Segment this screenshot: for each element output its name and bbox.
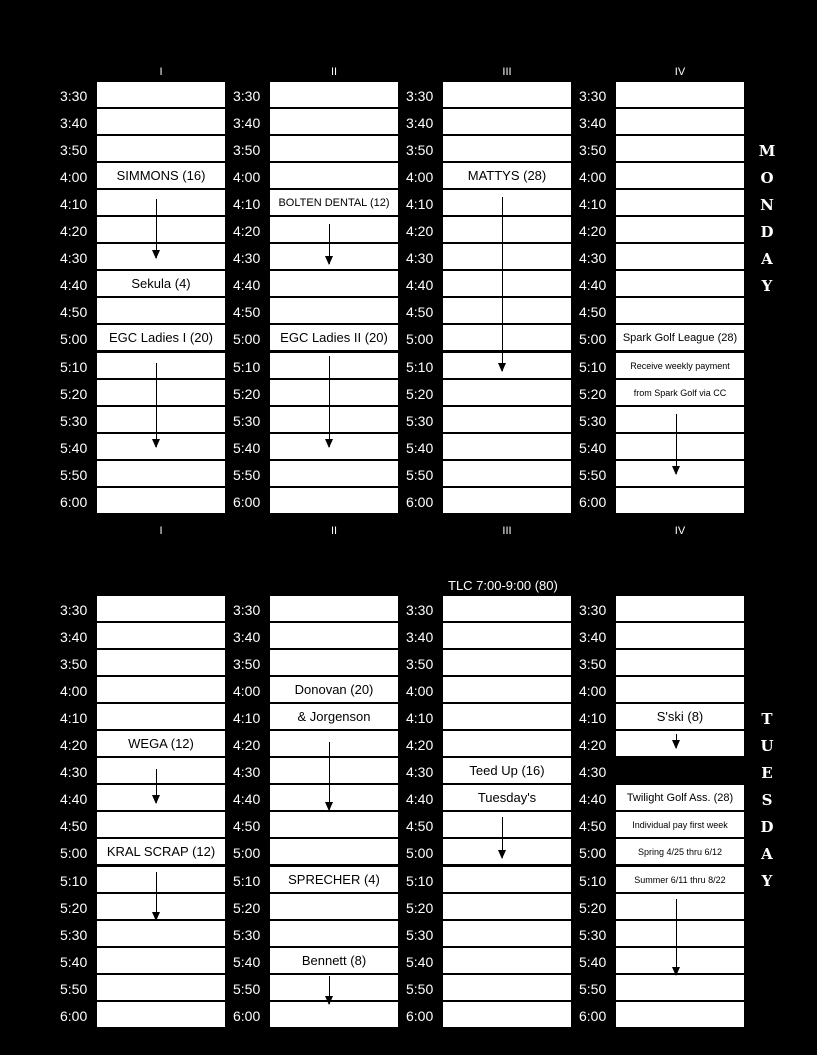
tuesday-time-label: 4:50 [60,818,88,835]
monday-time-label: 5:30 [579,412,607,429]
tuesday-duration-arrow [156,872,157,920]
monday-day-letter: Y [761,277,773,295]
tuesday-time-label: 6:00 [233,1007,261,1024]
monday-slot-cell[interactable] [616,82,744,107]
monday-slot-cell[interactable] [270,488,398,513]
tuesday-time-label: 5:30 [579,926,607,943]
tuesday-time-label: 4:30 [233,764,261,781]
monday-slot-cell[interactable] [97,461,225,486]
tuesday-booking-entry: Bennett (8) [301,952,367,968]
monday-slot-cell[interactable] [443,217,571,242]
tuesday-time-label: 4:40 [579,791,607,808]
tuesday-time-label: 5:10 [579,872,607,889]
monday-booking-entry: Sekula (4) [131,276,191,292]
monday-time-label: 3:30 [579,88,607,104]
monday-slot-cell[interactable] [97,353,225,378]
tuesday-slot-cell[interactable] [97,867,225,892]
tuesday-time-label: 4:10 [60,710,88,727]
tuesday-slot-cell[interactable] [443,812,571,837]
tuesday-slot-cell[interactable] [443,839,571,864]
tuesday-time-label: 5:20 [233,899,261,916]
monday-day-letter: O [760,169,774,187]
monday-slot-cell[interactable] [270,380,398,405]
monday-time-label: 4:10 [233,196,261,213]
tuesday-slot-cell[interactable] [443,921,571,946]
tuesday-slot-cell[interactable] [270,812,398,837]
tuesday-slot-cell[interactable] [443,704,571,729]
tuesday-slot-cell[interactable] [616,677,744,702]
monday-time-label: 4:20 [406,223,434,240]
monday-time-label: 5:50 [60,466,88,483]
tuesday-slot-cell[interactable] [270,839,398,864]
tuesday-slot-cell[interactable] [443,975,571,1000]
tuesday-booking-entry: Summer 6/11 thru 8/22 [634,874,726,885]
monday-time-label: 4:30 [233,250,261,267]
monday-time-label: 5:10 [60,358,88,375]
monday-time-label: 4:30 [60,250,88,267]
monday-time-label: 3:40 [579,115,607,132]
tuesday-time-label: 3:40 [406,629,434,646]
monday-slot-cell[interactable] [270,82,398,107]
monday-slot-cell[interactable] [270,217,398,242]
tuesday-time-label: 5:00 [60,845,88,862]
tuesday-slot-cell[interactable] [443,867,571,892]
monday-day-letter: M [758,142,776,160]
monday-slot-cell[interactable] [270,461,398,486]
monday-slot-cell[interactable] [616,461,744,486]
monday-booking-entry: SIMMONS (16) [116,168,206,184]
monday-time-label: 4:20 [579,223,607,240]
tuesday-column-header: III [502,525,512,537]
tuesday-time-label: 6:00 [406,1007,434,1024]
monday-slot-cell[interactable] [97,380,225,405]
monday-time-label: 4:50 [406,304,434,321]
monday-slot-cell[interactable] [270,109,398,134]
monday-time-label: 4:30 [406,250,434,267]
tuesday-duration-arrow [676,899,677,975]
tuesday-time-label: 5:00 [233,845,261,862]
monday-slot-cell[interactable] [616,109,744,134]
monday-duration-arrow [156,363,157,447]
tuesday-time-label: 4:50 [233,818,261,835]
monday-time-label: 5:30 [60,412,88,429]
tuesday-duration-arrow [329,976,330,1004]
tuesday-time-label: 5:50 [579,980,607,997]
monday-time-label: 5:40 [233,439,261,456]
tuesday-time-label: 5:20 [60,899,88,916]
tuesday-time-label: 5:50 [60,980,88,997]
monday-time-label: 6:00 [579,493,607,510]
monday-time-label: 5:10 [406,358,434,375]
tlc-note: TLC 7:00-9:00 (80) [448,578,558,593]
tuesday-slot-cell[interactable] [443,731,571,756]
tuesday-time-label: 4:00 [579,683,607,700]
monday-booking-entry: EGC Ladies I (20) [108,330,214,346]
monday-day-letter: A [761,250,773,268]
monday-booking-entry: BOLTEN DENTAL (12) [278,197,390,210]
tuesday-time-label: 3:40 [60,629,88,646]
tuesday-booking-entry: Individual pay first week [632,820,728,831]
tuesday-slot-cell[interactable] [270,731,398,756]
tuesday-time-label: 3:30 [579,602,607,618]
tuesday-time-label: 4:00 [406,683,434,700]
monday-column-header: III [502,66,512,78]
tuesday-day-letter: U [760,737,774,755]
tuesday-slot-cell[interactable] [616,758,744,783]
tuesday-booking-entry: Donovan (20) [294,682,374,698]
monday-booking-entry: MATTYS (28) [467,168,547,184]
tuesday-slot-cell[interactable] [97,921,225,946]
tuesday-time-label: 5:10 [233,872,261,889]
tuesday-slot-cell[interactable] [270,623,398,648]
tuesday-slot-cell[interactable] [97,948,225,973]
tuesday-time-label: 5:10 [60,872,88,889]
tuesday-time-label: 5:30 [233,926,261,943]
monday-time-label: 6:00 [233,493,261,510]
tuesday-slot-cell[interactable] [97,623,225,648]
monday-time-label: 4:50 [233,304,261,321]
monday-slot-cell[interactable] [616,244,744,269]
monday-slot-cell[interactable] [97,109,225,134]
monday-slot-cell[interactable] [270,163,398,188]
monday-time-label: 5:40 [406,439,434,456]
monday-column-header: IV [674,66,686,78]
monday-slot-cell[interactable] [270,407,398,432]
monday-slot-cell[interactable] [270,136,398,161]
monday-time-label: 4:00 [579,169,607,186]
monday-slot-cell[interactable] [616,136,744,161]
monday-time-label: 4:20 [60,223,88,240]
monday-time-label: 3:50 [579,142,607,159]
tuesday-booking-entry: & Jorgenson [297,709,371,725]
monday-slot-cell[interactable] [270,298,398,323]
monday-slot-cell[interactable] [97,190,225,215]
monday-time-label: 5:50 [233,466,261,483]
monday-slot-cell[interactable] [97,82,225,107]
tuesday-time-label: 4:00 [233,683,261,700]
monday-time-label: 4:30 [579,250,607,267]
tuesday-time-label: 3:30 [233,602,261,618]
tuesday-booking-entry: S'ski (8) [656,709,704,725]
tuesday-booking-entry: Twilight Golf Ass. (28) [626,792,734,805]
tuesday-slot-cell[interactable] [616,975,744,1000]
tuesday-slot-cell[interactable] [443,623,571,648]
monday-booking-entry: EGC Ladies II (20) [280,330,388,346]
monday-time-label: 3:30 [233,88,261,104]
tuesday-time-label: 4:50 [579,818,607,835]
tuesday-time-label: 4:10 [579,710,607,727]
tuesday-day-letter: E [761,764,773,782]
tuesday-slot-cell[interactable] [97,596,225,621]
monday-slot-cell[interactable] [97,434,225,459]
tuesday-time-label: 4:40 [406,791,434,808]
monday-time-label: 4:50 [579,304,607,321]
tuesday-time-label: 5:50 [233,980,261,997]
tuesday-duration-arrow [676,734,677,748]
monday-slot-cell[interactable] [443,325,571,350]
tuesday-slot-cell[interactable] [97,758,225,783]
monday-time-label: 5:30 [406,412,434,429]
monday-slot-cell[interactable] [616,271,744,296]
monday-time-label: 4:40 [233,277,261,294]
monday-slot-cell[interactable] [270,353,398,378]
monday-time-label: 5:50 [406,466,434,483]
tuesday-time-label: 4:30 [406,764,434,781]
tuesday-booking-entry: Teed Up (16) [469,763,545,779]
tuesday-column-header: IV [674,525,686,537]
monday-slot-cell[interactable] [443,109,571,134]
tuesday-booking-entry: KRAL SCRAP (12) [106,844,216,860]
tuesday-time-label: 4:00 [60,683,88,700]
tuesday-duration-arrow [502,817,503,858]
monday-slot-cell[interactable] [443,434,571,459]
tuesday-slot-cell[interactable] [443,894,571,919]
tuesday-slot-cell[interactable] [270,596,398,621]
monday-time-label: 4:50 [60,304,88,321]
monday-time-label: 4:20 [233,223,261,240]
tuesday-day-letter: T [761,710,773,728]
monday-slot-cell[interactable] [443,407,571,432]
monday-slot-cell[interactable] [443,190,571,215]
monday-slot-cell[interactable] [97,488,225,513]
tuesday-time-label: 5:10 [406,872,434,889]
tuesday-time-label: 4:40 [60,791,88,808]
monday-slot-cell[interactable] [443,244,571,269]
monday-time-label: 5:30 [233,412,261,429]
tuesday-time-label: 4:20 [406,737,434,754]
tuesday-day-letter: A [761,845,773,863]
tuesday-slot-cell[interactable] [270,1002,398,1027]
monday-booking-entry: Receive weekly payment [630,360,730,371]
tuesday-slot-cell[interactable] [616,948,744,973]
tuesday-slot-cell[interactable] [97,650,225,675]
monday-time-label: 5:00 [406,331,434,348]
monday-time-label: 3:30 [60,88,88,104]
tuesday-time-label: 4:20 [233,737,261,754]
tuesday-slot-cell[interactable] [270,894,398,919]
monday-time-label: 5:10 [233,358,261,375]
monday-time-label: 4:00 [60,169,88,186]
tuesday-time-label: 5:30 [60,926,88,943]
monday-time-label: 5:00 [233,331,261,348]
tuesday-slot-cell[interactable] [616,921,744,946]
monday-duration-arrow [676,414,677,474]
tuesday-booking-entry: WEGA (12) [128,736,194,752]
monday-column-header: II [330,66,338,78]
tuesday-slot-cell[interactable] [97,894,225,919]
tuesday-slot-cell[interactable] [97,704,225,729]
tuesday-time-label: 3:30 [406,602,434,618]
monday-time-label: 4:40 [60,277,88,294]
tuesday-time-label: 5:20 [406,899,434,916]
tuesday-time-label: 5:00 [579,845,607,862]
tuesday-time-label: 3:50 [60,656,88,673]
monday-time-label: 5:50 [579,466,607,483]
monday-slot-cell[interactable] [443,136,571,161]
monday-day-letter: D [760,223,774,241]
monday-slot-cell[interactable] [443,271,571,296]
monday-slot-cell[interactable] [443,82,571,107]
monday-slot-cell[interactable] [97,244,225,269]
monday-time-label: 5:20 [60,385,88,402]
tuesday-booking-entry: Tuesday's [477,790,537,806]
tuesday-day-letter: D [760,818,774,836]
monday-time-label: 4:40 [406,277,434,294]
monday-time-label: 4:00 [406,169,434,186]
tuesday-slot-cell[interactable] [270,975,398,1000]
monday-duration-arrow [502,197,503,371]
tuesday-time-label: 3:40 [579,629,607,646]
tuesday-slot-cell[interactable] [443,650,571,675]
monday-duration-arrow [156,199,157,258]
tuesday-slot-cell[interactable] [616,731,744,756]
tuesday-time-label: 6:00 [579,1007,607,1024]
tuesday-column-header: I [159,525,163,537]
tuesday-time-label: 3:50 [406,656,434,673]
monday-slot-cell[interactable] [270,434,398,459]
tuesday-time-label: 3:30 [60,602,88,618]
tuesday-time-label: 5:30 [406,926,434,943]
monday-slot-cell[interactable] [97,136,225,161]
monday-slot-cell[interactable] [616,190,744,215]
monday-slot-cell[interactable] [97,217,225,242]
tuesday-time-label: 5:00 [406,845,434,862]
monday-time-label: 3:50 [233,142,261,159]
tuesday-day-letter: S [761,791,773,809]
monday-time-label: 5:10 [579,358,607,375]
tuesday-time-label: 4:30 [579,764,607,781]
monday-time-label: 5:00 [579,331,607,348]
tuesday-time-label: 4:20 [60,737,88,754]
tuesday-slot-cell[interactable] [270,650,398,675]
tuesday-slot-cell[interactable] [616,1002,744,1027]
tuesday-slot-cell[interactable] [270,785,398,810]
monday-slot-cell[interactable] [97,407,225,432]
monday-time-label: 4:00 [233,169,261,186]
monday-time-label: 3:30 [406,88,434,104]
monday-slot-cell[interactable] [616,407,744,432]
tuesday-time-label: 5:20 [579,899,607,916]
monday-time-label: 6:00 [60,493,88,510]
monday-slot-cell[interactable] [616,217,744,242]
tuesday-time-label: 4:10 [406,710,434,727]
tuesday-slot-cell[interactable] [270,921,398,946]
tuesday-duration-arrow [156,769,157,803]
monday-duration-arrow [329,224,330,264]
monday-slot-cell[interactable] [616,298,744,323]
monday-time-label: 5:00 [60,331,88,348]
tuesday-time-label: 6:00 [60,1007,88,1024]
tuesday-time-label: 4:30 [60,764,88,781]
monday-time-label: 3:50 [406,142,434,159]
monday-slot-cell[interactable] [97,298,225,323]
monday-time-label: 5:40 [579,439,607,456]
tuesday-slot-cell[interactable] [443,1002,571,1027]
tuesday-time-label: 3:50 [579,656,607,673]
monday-slot-cell[interactable] [616,488,744,513]
tuesday-time-label: 4:40 [233,791,261,808]
monday-time-label: 3:40 [60,115,88,132]
tuesday-slot-cell[interactable] [443,677,571,702]
monday-slot-cell[interactable] [443,353,571,378]
tuesday-slot-cell[interactable] [443,948,571,973]
monday-time-label: 5:20 [406,385,434,402]
monday-time-label: 5:20 [233,385,261,402]
tuesday-time-label: 5:40 [579,953,607,970]
monday-slot-cell[interactable] [443,488,571,513]
monday-time-label: 5:40 [60,439,88,456]
tuesday-slot-cell[interactable] [97,785,225,810]
monday-time-label: 5:20 [579,385,607,402]
tuesday-time-label: 5:40 [233,953,261,970]
tuesday-slot-cell[interactable] [616,596,744,621]
tuesday-slot-cell[interactable] [97,1002,225,1027]
tuesday-time-label: 3:50 [233,656,261,673]
tuesday-slot-cell[interactable] [97,677,225,702]
monday-slot-cell[interactable] [443,380,571,405]
tuesday-time-label: 5:50 [406,980,434,997]
tuesday-time-label: 5:40 [406,953,434,970]
tuesday-time-label: 4:50 [406,818,434,835]
monday-booking-entry: Spark Golf League (28) [622,332,738,345]
monday-time-label: 4:10 [406,196,434,213]
monday-slot-cell[interactable] [270,271,398,296]
tuesday-duration-arrow [329,742,330,810]
tuesday-time-label: 4:10 [233,710,261,727]
monday-slot-cell[interactable] [616,434,744,459]
monday-booking-entry: from Spark Golf via CC [633,387,727,398]
monday-column-header: I [159,66,163,78]
monday-time-label: 4:40 [579,277,607,294]
monday-time-label: 4:10 [579,196,607,213]
tuesday-slot-cell[interactable] [97,975,225,1000]
tuesday-slot-cell[interactable] [616,623,744,648]
tuesday-booking-entry: Spring 4/25 thru 6/12 [637,847,723,858]
monday-slot-cell[interactable] [616,163,744,188]
tuesday-slot-cell[interactable] [443,596,571,621]
monday-slot-cell[interactable] [443,461,571,486]
monday-duration-arrow [329,356,330,447]
monday-time-label: 6:00 [406,493,434,510]
tuesday-day-letter: Y [761,872,773,890]
tuesday-time-label: 4:20 [579,737,607,754]
monday-day-letter: N [760,196,774,214]
monday-time-label: 3:40 [406,115,434,132]
tuesday-column-header: II [330,525,338,537]
monday-time-label: 3:50 [60,142,88,159]
tuesday-time-label: 3:40 [233,629,261,646]
tuesday-slot-cell[interactable] [270,758,398,783]
tuesday-slot-cell[interactable] [616,650,744,675]
monday-time-label: 4:10 [60,196,88,213]
tuesday-booking-entry: SPRECHER (4) [288,871,380,887]
tuesday-time-label: 5:40 [60,953,88,970]
monday-slot-cell[interactable] [443,298,571,323]
monday-slot-cell[interactable] [270,244,398,269]
tuesday-slot-cell[interactable] [97,812,225,837]
tuesday-slot-cell[interactable] [616,894,744,919]
monday-time-label: 3:40 [233,115,261,132]
